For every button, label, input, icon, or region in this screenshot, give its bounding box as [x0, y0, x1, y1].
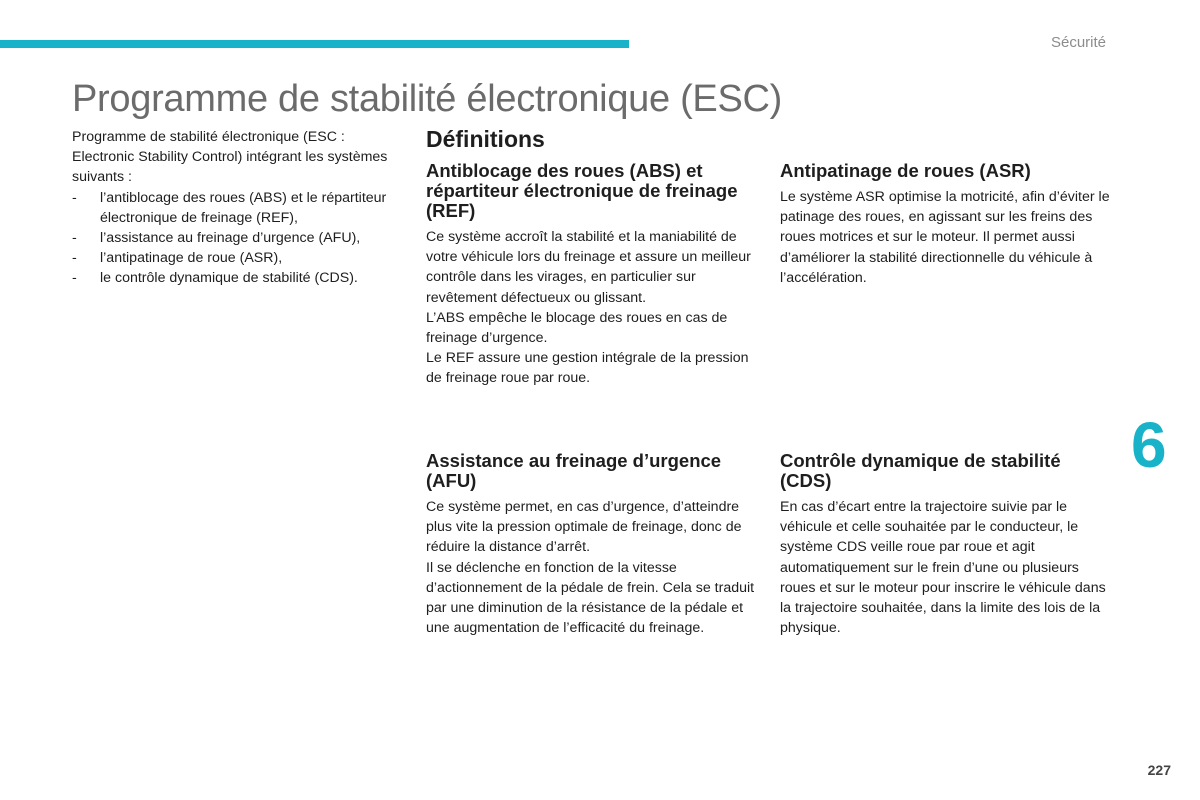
asr-title: Antipatinage de roues (ASR)	[780, 160, 1031, 181]
asr-definition	[780, 161, 1110, 288]
list-item: - l’antipatinage de roue (ASR),	[72, 250, 283, 267]
cds-text	[780, 497, 1110, 638]
header-accent-bar	[0, 40, 629, 48]
abs-title: Antiblocage des roues (ABS) et répartiteur électronique de freinage (REF)	[426, 160, 738, 221]
cds-title: Contrôle dynamique de stabilité (CDS)	[780, 450, 1061, 491]
page-title: Programme de stabilité électronique (ESC)	[72, 78, 783, 120]
abs-paragraph: Ce système accroît la stabilité et la maniabilité de votre véhicule lors du freinage et assure un meilleur contrôle dans les virages, en particulier sur revêtement défectueux ou glissant.	[426, 229, 751, 306]
afu-paragraph: Ce système permet, en cas d’urgence, d’atteindre plus vite la pression optimale de freinage, donc de réduire la distance d’arrêt.	[426, 499, 742, 556]
asr-paragraph: Le système ASR optimise la motricité, afin d’éviter le patinage des roues, en agissant sur les freins des roues motrices et sur le moteur. Il permet aussi d’améliorer la stabilité directionnelle du véhicule à l’accélération.	[780, 189, 1110, 286]
afu-definition	[426, 451, 756, 638]
cds-definition	[780, 451, 1110, 638]
abs-text	[426, 227, 756, 389]
cds-paragraph: En cas d’écart entre la trajectoire suivie par le véhicule et celle souhaitée par le conducteur, le système CDS veille roue par roue et agit automatiquement sur le frein d’une ou plusieurs roues et sur le moteur pour inscrire le véhicule dans la trajectoire souhaitée, dans la limite des lois de la physique.	[780, 499, 1106, 637]
intro-system-list	[72, 188, 402, 289]
abs-definition	[426, 161, 756, 389]
intro-section	[72, 127, 402, 289]
page-number: 227	[1147, 762, 1171, 778]
list-item: - l’antiblocage des roues (ABS) et le répartiteur électronique de freinage (REF),	[72, 189, 387, 226]
definitions-heading: Définitions	[426, 126, 545, 152]
chapter-number: 6	[1131, 409, 1167, 481]
list-item: - l’assistance au freinage d’urgence (AFU),	[72, 230, 361, 247]
afu-title: Assistance au freinage d’urgence (AFU)	[426, 450, 722, 491]
abs-paragraph: Le REF assure une gestion intégrale de la pression de freinage roue par roue.	[426, 350, 749, 387]
list-item: - le contrôle dynamique de stabilité (CDS).	[72, 270, 358, 287]
afu-text	[426, 497, 756, 638]
intro-paragraph: Programme de stabilité électronique (ESC : Electronic Stability Control) intégrant les systèmes suivants :	[72, 129, 388, 186]
asr-text	[780, 187, 1110, 288]
abs-paragraph: L’ABS empêche le blocage des roues en cas de freinage d’urgence.	[426, 309, 728, 347]
section-label: Sécurité	[1050, 34, 1106, 51]
afu-paragraph: Il se déclenche en fonction de la vitesse d’actionnement de la pédale de frein. Cela se traduit par une diminution de la résistance de la pédale et une augmentation de l’efficacité du freinage.	[426, 559, 755, 637]
